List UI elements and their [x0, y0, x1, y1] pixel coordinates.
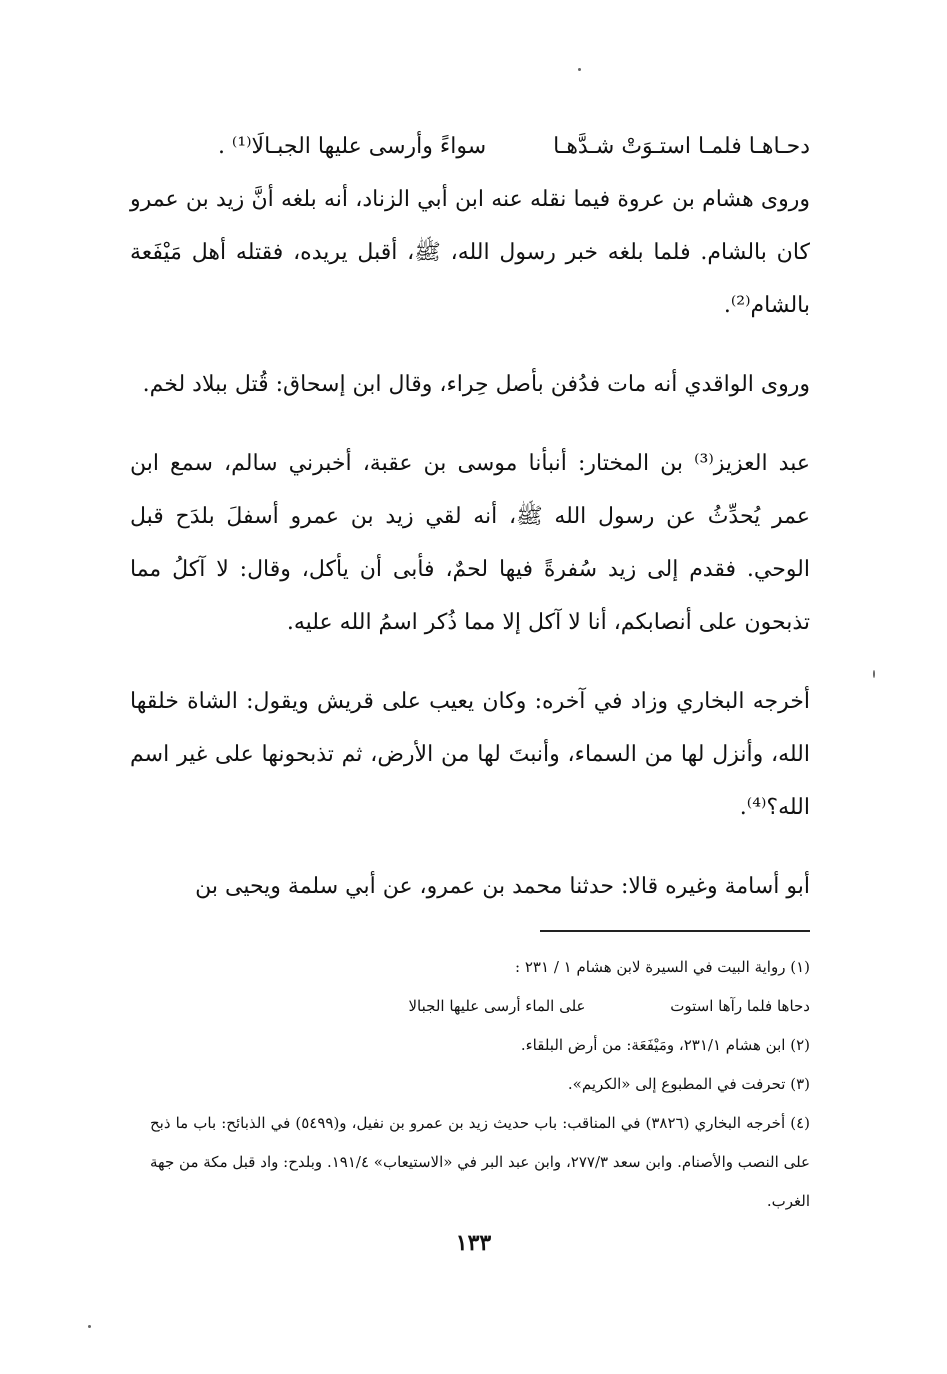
page-number: ١٣٣ — [455, 1230, 492, 1256]
footnote-1: (١) رواية البيت في السيرة لابن هشام ١ / ٢٣١ : — [515, 958, 810, 976]
footnote-separator — [540, 930, 810, 932]
footnote-verse-hemistich-2: على الماء أرسى عليها الجبالا — [408, 997, 586, 1015]
footnote-4: (٤) أخرجه البخاري (٣٨٢٦) في المناقب: باب حديث زيد بن عمرو بن نفيل، و(٥٤٩٩) في الذبائح: باب ما ذبح على النصب والأصنام. وابن سعد ٢٧٧/٣، وابن عبد البر في «الاستيعاب» ١٩١/٤. وبلدح: واد قبل مكة من جهة الغرب. — [150, 1114, 810, 1210]
verse-hemistich-2: سواءً وأرسى عليها الجبـالَا⁽¹⁾ . — [217, 134, 487, 159]
paragraph-waqidi: وروى الواقدي أنه مات فدُفن بأصل حِراء، وقال ابن إسحاق: قُتل ببلاد لخم. — [142, 372, 810, 397]
scan-speck — [88, 1325, 91, 1328]
poem-verse — [130, 120, 810, 173]
paragraph-abdulaziz: عبد العزيز⁽³⁾ بن المختار: أنبأنا موسى بن عقبة، أخبرني سالم، سمع ابن عمر يُحدِّثُ عن رسول الله ﷺ، أنه لقي زيد بن عمرو أسفلَ بلدَح قبل الوحي. فقدم إلى زيد سُفرةً فيها لحمٌ، فأبى أن يأكل، وقال: لا آكلُ مما تذبحون على أنصابكم، أنا لا آكل إلا مما ذُكر اسمُ الله عليه. — [130, 451, 810, 635]
footnotes — [150, 948, 810, 1221]
footnote-2: (٢) ابن هشام ٢٣١/١، ومَيْفَعَة: من أرض البلقاء. — [520, 1036, 810, 1054]
scan-speck — [578, 68, 581, 71]
verse-hemistich-1: دحـاهـا فلمـا استـوَتْ شـدَّهـا — [553, 134, 810, 159]
paragraph-bukhari: أخرجه البخاري وزاد في آخره: وكان يعيب على قريش ويقول: الشاة خلقها الله، وأنزل لها من السماء، وأنبتَ لها من الأرض، ثم تذبحونها على غير اسم الله؟⁽⁴⁾. — [130, 689, 810, 820]
scan-speck — [873, 670, 875, 678]
paragraph-abu-usama: أبو أسامة وغيره قالا: حدثنا محمد بن عمرو، عن أبي سلمة ويحيى بن — [195, 874, 810, 899]
footnote-1-verse — [150, 987, 810, 1026]
paragraph-hisham: وروى هشام بن عروة فيما نقله عنه ابن أبي الزناد، أنه بلغه أنَّ زيد بن عمرو كان بالشام. فلما بلغه خبر رسول الله، ﷺ، أقبل يريده، فقتله أهل مَيْفَعة بالشام⁽²⁾. — [130, 187, 810, 318]
footnote-3: (٣) تحرفت في المطبوع إلى «الكريم». — [567, 1075, 810, 1093]
main-text — [130, 120, 810, 913]
footnote-verse-hemistich-1: دحاها فلما رآها استوت — [670, 997, 810, 1015]
